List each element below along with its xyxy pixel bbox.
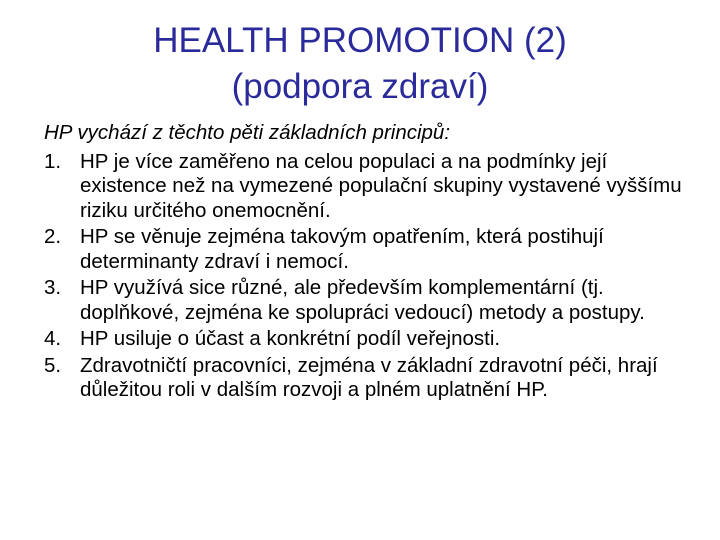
list-item-number: 3. [44,276,62,299]
list-item-text: Zdravotničtí pracovníci, zejména v základní zdravotní péči, hrají důležitou roli v dalším rozvoji a plném uplatnění HP. [80,353,658,401]
list-item-text: HP je více zaměřeno na celou populaci a na podmínky její existence než na vymezené populační skupiny vystavené vyššímu riziku určitého onemocnění. [80,149,682,222]
list-item [44,225,684,274]
list-item-text: HP se věnuje zejména takovým opatřením, která postihují determinanty zdraví i nemocí. [80,225,604,273]
intro-text: HP vychází z těchto pěti základních principů: [44,121,451,144]
slide-title [0,18,720,110]
list-item-number: 2. [44,225,62,248]
list-item-text: HP usiluje o účast a konkrétní podíl veřejnosti. [80,327,501,350]
principles-list [44,150,684,403]
list-item-number: 5. [44,353,62,377]
list-item [44,150,684,224]
slide-title-line-1: HEALTH PROMOTION (2) [153,21,567,60]
list-item [44,354,684,403]
list-item [44,327,684,352]
slide-body [44,121,684,405]
list-item [44,276,684,325]
list-item-number: 1. [44,149,62,173]
list-item-text: HP využívá sice různé, ale především komplementární (tj. doplňkové, zejména ke spolupráci vedoucí) metody a postupy. [80,276,645,324]
list-item-number: 4. [44,327,62,350]
slide-title-line-2: (podpora zdraví) [231,67,489,106]
